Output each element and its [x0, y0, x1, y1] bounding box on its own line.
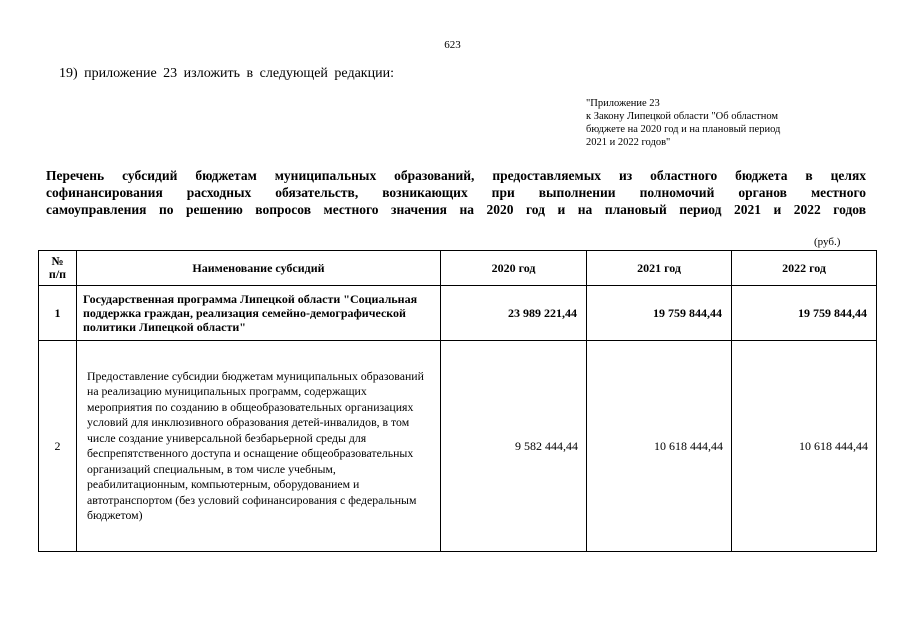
subsidy-name: Государственная программа Липецкой области "Социальная поддержка граждан, реализация семейно-демографической политики Липецкой области": [77, 286, 441, 341]
appendix-line: бюджете на 2020 год и на плановый период: [586, 124, 781, 135]
title-line: Перечень субсидий бюджетам муниципальных образований, предоставляемых из областного бюджета в целях: [46, 168, 866, 183]
appendix-line: к Закону Липецкой области "Об областном: [586, 111, 779, 122]
subsidy-name: Предоставление субсидии бюджетам муниципальных образований на реализацию муниципальных программ, содержащих мероприятия по созданию в общеобразовательных организациях условий для инклюзивного образования детей-инвалидов, в том числе создание универсальной безбарьерной среды для беспрепятственного доступа и оснащение общеобразовательных организаций специальным, в том числе учебным, реабилитационным, компьютерным, оборудованием и автотранспортом (без условий софинансирования с федеральным бюджетом): [77, 341, 441, 552]
header-number-line2: п/п: [48, 267, 67, 281]
value-2022: 10 618 444,44: [732, 341, 877, 552]
currency-note: (руб.): [814, 236, 841, 248]
title-line: самоуправления по решению вопросов местного значения на 2020 год и на плановый период 2021 и 2022 годов: [46, 202, 866, 217]
table-row: [39, 286, 877, 341]
header-number: [39, 251, 77, 286]
value-2020: 23 989 221,44: [441, 286, 587, 341]
row-number: 1: [39, 286, 77, 341]
header-number-line1: №: [51, 254, 64, 268]
subsidies-table: [38, 250, 877, 552]
value-2021: 10 618 444,44: [587, 341, 732, 552]
appendix-line: 2021 и 2022 годов": [586, 137, 671, 148]
header-2020: 2020 год: [441, 251, 587, 286]
value-2021: 19 759 844,44: [587, 286, 732, 341]
value-2022: 19 759 844,44: [732, 286, 877, 341]
table-row: [39, 341, 877, 552]
header-name: Наименование субсидий: [77, 251, 441, 286]
value-2020: 9 582 444,44: [441, 341, 587, 552]
header-2022: 2022 год: [732, 251, 877, 286]
intro-paragraph: 19) приложение 23 изложить в следующей редакции:: [59, 66, 394, 81]
appendix-line: "Приложение 23: [586, 98, 660, 109]
row-number: 2: [39, 341, 77, 552]
table-header-row: [39, 251, 877, 286]
header-2021: 2021 год: [587, 251, 732, 286]
title-line: софинансирования расходных обязательств, возникающих при выполнении полномочий органов местного: [46, 185, 866, 200]
document-title: [46, 167, 866, 218]
page-number: 623: [444, 39, 461, 51]
appendix-reference: [586, 97, 780, 149]
